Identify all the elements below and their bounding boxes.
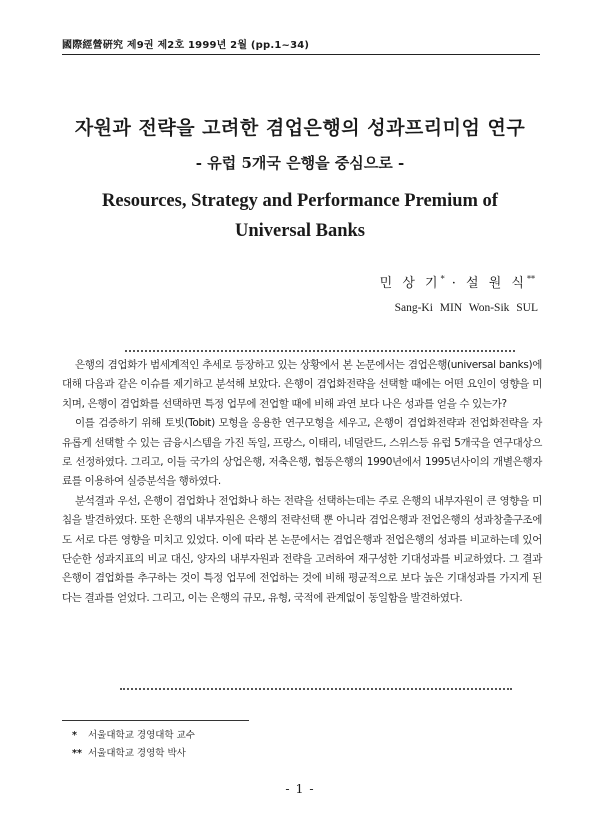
author-separator: · xyxy=(451,276,459,291)
footnote-2 xyxy=(72,745,195,763)
page-number: - 1 - xyxy=(285,781,315,796)
author-1-name: 민 상 기 xyxy=(379,276,441,291)
subtitle-korean: - 유럽 5개국 은행을 중심으로 - xyxy=(195,154,405,172)
abstract xyxy=(62,356,542,608)
abstract-paragraph-1: 은행의 겸업화가 범세계적인 추세로 등장하고 있는 상황에서 본 논문에서는 겸업은행(universal banks)에 대해 다음과 같은 이슈를 제기하고 분석해 보았다. 은행이 겸업화전략을 선택할 때에는 어떤 요인이 영향을 미치며, 은행이 겸업화를 선택하면 특정 업무에 전업할 때에 비해 과연 보다 나은 성과를 얻을 수 있는가? xyxy=(62,359,542,410)
author-2-mark: ** xyxy=(527,274,535,284)
dotted-divider-bottom xyxy=(120,688,512,690)
footnotes xyxy=(72,727,195,763)
author-1-mark: * xyxy=(440,274,445,284)
title-english-line-2: Universal Banks xyxy=(234,221,366,241)
author-2-name: 설 원 식 xyxy=(466,276,527,291)
header-rule xyxy=(62,54,540,55)
abstract-paragraph-3: 분석결과 우선, 은행이 겸업화나 전업화나 하는 전략을 선택하는데는 주로 은행의 내부자원이 큰 영향을 미침을 발견하였다. 또한 은행의 내부자원은 은행의 전략선택 뿐 아니라 겸업은행과 전업은행의 성과창출구조에도 서로 다른 영향을 미치고 있었다. 이에 따라 본 논문에서는 겸업은행과 전업은행의 성과를 비교하는데 있어 단순한 성과지표의 비교 대신, 양자의 내부자원과 전략을 고려하여 재구성한 기대성과를 비교하였다. 그 결과 은행이 겸업화를 추구하는 것이 특정 업무에 전업하는 것에 비해 평균적으로 보다 높은 기대성과를 가지게 된다는 결과를 얻었다. 그리고, 이는 은행의 규모, 유형, 국적에 관계없이 동일함을 발견하였다. xyxy=(62,494,542,604)
journal-header: 國際經營硏究 제9권 제2호 1999년 2월 (pp.1~34) xyxy=(62,40,310,51)
footnote-1-mark: * xyxy=(72,730,77,741)
title-english xyxy=(0,186,600,246)
footnote-2-mark: ** xyxy=(72,748,82,759)
title-english-line-1: Resources, Strategy and Performance Premium of xyxy=(102,191,498,211)
footnote-1-text: 서울대학교 경영대학 교수 xyxy=(88,730,195,741)
authors-english: Sang-Ki MIN Won-Sik SUL xyxy=(394,302,538,314)
title-korean: 자원과 전략을 고려한 겸업은행의 성과프리미엄 연구 xyxy=(74,117,526,139)
footnote-2-text: 서울대학교 경영학 박사 xyxy=(88,748,186,759)
footnote-1 xyxy=(72,727,195,745)
abstract-paragraph-2: 이를 검증하기 위해 토빗(Tobit) 모형을 응용한 연구모형을 세우고, 은행이 겸업화전략과 전업화전략을 자유롭게 선택할 수 있는 금융시스템을 가진 독일, 프랑스, 이태리, 네덜란드, 스위스등 유럽 5개국을 연구대상으로 선정하였다. 그리고, 이들 국가의 상업은행, 저축은행, 협동은행의 1990년에서 1995년사이의 개별은행자료를 이용하여 실증분석을 행하였다. xyxy=(62,417,542,488)
authors-korean xyxy=(380,272,535,291)
dotted-divider-top xyxy=(125,350,515,352)
footnote-rule xyxy=(62,720,249,721)
